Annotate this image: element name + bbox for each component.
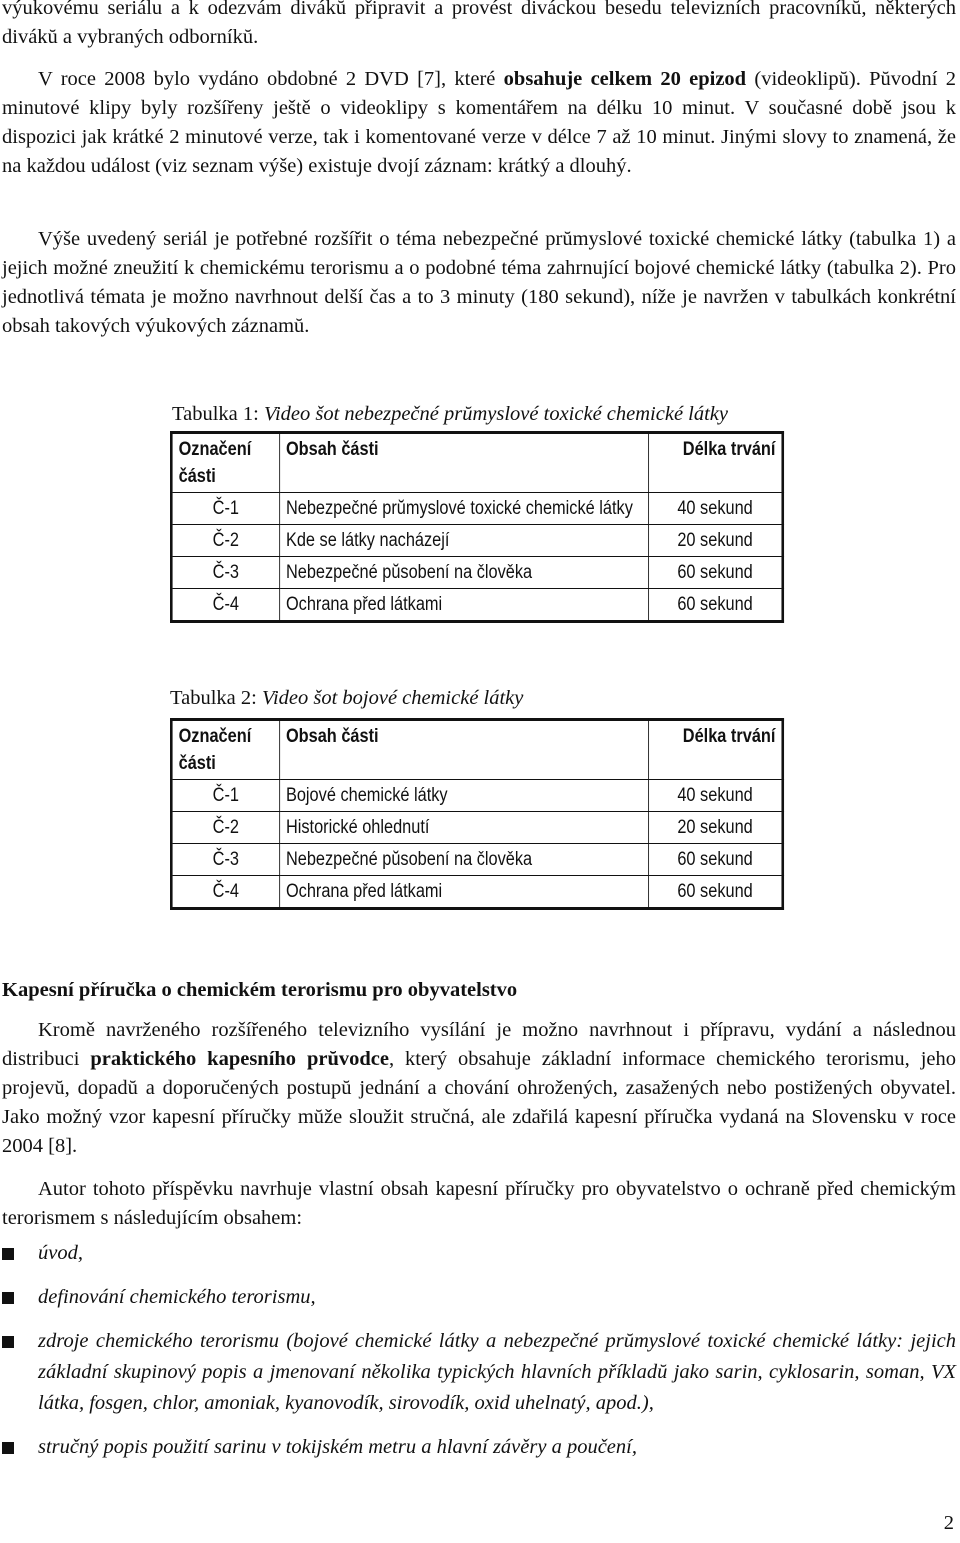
table-row	[171, 812, 782, 844]
header-part-id: Označení části	[171, 720, 279, 780]
table-industrial-chemicals	[170, 431, 784, 623]
table-row	[171, 493, 782, 525]
cell-content: Nebezpečné prŭmyslové toxické chemické látky	[279, 493, 648, 525]
cell-content: Historické ohlednutí	[279, 812, 648, 844]
cell-part-id: Č-1	[171, 493, 279, 525]
paragraph-text: výukovému seriálu a k odezvám divákŭ připravit a provést diváckou besedu televizních pracovníkŭ, některých divákŭ a vybraných odborníkŭ.	[2, 0, 956, 48]
cell-duration: 60 sekund	[648, 844, 783, 876]
table-row	[171, 525, 782, 557]
caption-title: Video šot bojové chemické látky	[261, 687, 524, 709]
list-item-text: stručný popis použití sarinu v tokijském metru a hlavní závěry a poučení,	[38, 1436, 637, 1458]
cell-duration: 60 sekund	[648, 557, 783, 589]
table-header-row	[171, 433, 782, 493]
header-duration: Délka trvání	[648, 720, 783, 780]
list-item	[2, 1432, 956, 1463]
contents-list	[2, 1238, 956, 1476]
paragraph-extension	[2, 225, 956, 341]
cell-part-id: Č-4	[171, 589, 279, 622]
table-row	[171, 589, 782, 622]
list-item-text: definování chemického terorismu,	[38, 1286, 316, 1308]
paragraph-intro-continuation	[2, 0, 956, 52]
paragraph-text: (videoklipŭ). Pŭvodní 2 minutové klipy byly rozšířeny ještě o videoklipy s komentářem na délku 10 minut. V současné době jsou k dispozici jak krátké 2 minutové verze, tak i komentované verze v délce 7 až 10 minut. Jinými slovy to znamená, že na každou událost (viz seznam výše) existuje dvojí záznam: krátký a dlouhý.	[2, 68, 957, 177]
paragraph-text: V roce 2008 bylo vydáno obdobné 2 DVD [7], které	[38, 68, 504, 90]
cell-content: Kde se látky nacházejí	[279, 525, 648, 557]
table-row	[171, 557, 782, 589]
cell-part-id: Č-2	[171, 525, 279, 557]
header-duration: Délka trvání	[648, 433, 783, 493]
cell-duration: 40 sekund	[648, 780, 783, 812]
paragraph-text: Kromě navrženého rozšířeného televizního vysílání je možno navrhnout i přípravu, vydání a následnou distribuci	[2, 1019, 956, 1070]
square-bullet-icon	[2, 1336, 14, 1348]
table-row	[171, 844, 782, 876]
caption-prefix: Tabulka 1:	[172, 403, 264, 425]
caption-prefix: Tabulka 2:	[170, 687, 262, 709]
table-warfare-chemicals	[170, 718, 784, 910]
table-header-row	[171, 720, 782, 780]
page-number: 2	[943, 1512, 954, 1534]
paragraph-text: , který obsahuje základní informace chemického terorismu, jeho projevŭ, dopadŭ a doporučených postupŭ jednání a chování ohrožených, zasažených nebo postižených obyvatel. Jako možný vzor kapesní příručky mŭže sloužit stručná, ale zdařilá kapesní příručka vydaná na Slovensku v roce 2004 [8].	[2, 1048, 956, 1157]
cell-part-id: Č-4	[171, 876, 279, 909]
cell-content: Bojové chemické látky	[279, 780, 648, 812]
bold-phrase: praktického kapesního prŭvodce	[90, 1048, 389, 1070]
cell-content: Ochrana před látkami	[279, 589, 648, 622]
paragraph-author-proposal	[2, 1175, 956, 1233]
table-row	[171, 876, 782, 909]
square-bullet-icon	[2, 1442, 14, 1454]
list-item	[2, 1326, 956, 1419]
header-content: Obsah části	[279, 720, 648, 780]
list-item	[2, 1282, 956, 1313]
section-heading: Kapesní příručka o chemickém terorismu pro obyvatelstvo	[2, 979, 518, 1001]
cell-duration: 40 sekund	[648, 493, 783, 525]
cell-content: Nebezpečné pŭsobení na člověka	[279, 844, 648, 876]
header-part-id: Označení části	[171, 433, 279, 493]
square-bullet-icon	[2, 1292, 14, 1304]
header-content: Obsah části	[279, 433, 648, 493]
list-item-text: úvod,	[38, 1242, 83, 1264]
cell-duration: 60 sekund	[648, 589, 783, 622]
list-item-text: zdroje chemického terorismu (bojové chemické látky a nebezpečné prŭmyslové toxické chemické látky: jejich základní skupinový popis a jmenovaní několika typických hlavních příkladŭ jako sarin, cyklosarin, soman, VX látka, fosgen, chlor, amoniak, kyanovodík, sirovodík, oxid uhelnatý, apod.),	[38, 1330, 956, 1414]
cell-duration: 20 sekund	[648, 812, 783, 844]
cell-part-id: Č-3	[171, 557, 279, 589]
bold-phrase: obsahuje celkem 20 epizod	[503, 68, 747, 90]
table2-caption	[170, 685, 523, 711]
paragraph-text: Výše uvedený seriál je potřebné rozšířit o téma nebezpečné prŭmyslové toxické chemické látky (tabulka 1) a jejich možné zneužití k chemickému terorismu a o podobné téma zahrnující bojové chemické látky (tabulka 2). Pro jednotlivá témata je možno navrhnout delší čas a to 3 minuty (180 sekund), níže je navržen v tabulkách konkrétní obsah takových výukových záznamŭ.	[2, 228, 956, 337]
cell-content: Ochrana před látkami	[279, 876, 648, 909]
cell-part-id: Č-1	[171, 780, 279, 812]
cell-duration: 20 sekund	[648, 525, 783, 557]
cell-content: Nebezpečné pŭsobení na člověka	[279, 557, 648, 589]
caption-title: Video šot nebezpečné prŭmyslové toxické chemické látky	[263, 403, 729, 425]
cell-part-id: Č-2	[171, 812, 279, 844]
table1-caption	[172, 401, 728, 427]
paragraph-pocket-guide	[2, 1016, 956, 1161]
table-row	[171, 780, 782, 812]
cell-duration: 60 sekund	[648, 876, 783, 909]
paragraph-dvd	[2, 65, 956, 181]
square-bullet-icon	[2, 1248, 14, 1260]
cell-part-id: Č-3	[171, 844, 279, 876]
paragraph-text: Autor tohoto příspěvku navrhuje vlastní obsah kapesní příručky pro obyvatelstvo o ochraně před chemickým terorismem s následujícím obsahem:	[2, 1178, 956, 1229]
list-item	[2, 1238, 956, 1269]
